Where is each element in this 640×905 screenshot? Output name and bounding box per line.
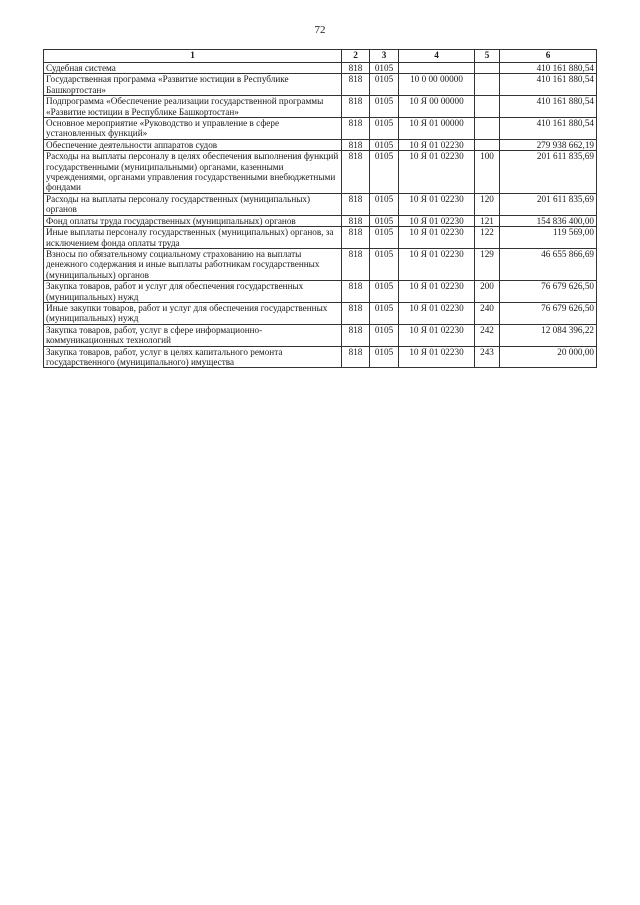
table-row xyxy=(44,96,597,118)
table-row xyxy=(44,63,597,74)
table-row xyxy=(44,151,597,194)
row-ved: 818 xyxy=(342,248,370,280)
row-vr: 122 xyxy=(475,227,500,249)
row-csr: 10 Я 01 02230 xyxy=(399,324,475,346)
table-row xyxy=(44,118,597,140)
column-header-3: 3 xyxy=(370,50,399,63)
row-csr: 10 Я 01 00000 xyxy=(399,118,475,140)
row-vr: 240 xyxy=(475,302,500,324)
row-vr: 121 xyxy=(475,215,500,226)
row-csr xyxy=(399,63,475,74)
row-vr xyxy=(475,63,500,74)
row-rz: 0105 xyxy=(370,193,399,215)
row-name: Основное мероприятие «Руководство и управление в сфере установленных функций» xyxy=(44,118,342,140)
budget-table xyxy=(43,49,597,368)
row-vr xyxy=(475,118,500,140)
row-amount: 76 679 626,50 xyxy=(500,281,597,303)
row-amount: 201 611 835,69 xyxy=(500,193,597,215)
table-row xyxy=(44,74,597,96)
row-amount: 20 000,00 xyxy=(500,346,597,368)
table-row xyxy=(44,193,597,215)
row-ved: 818 xyxy=(342,139,370,150)
row-amount: 119 569,00 xyxy=(500,227,597,249)
row-rz: 0105 xyxy=(370,74,399,96)
table-row xyxy=(44,227,597,249)
row-rz: 0105 xyxy=(370,248,399,280)
row-rz: 0105 xyxy=(370,139,399,150)
row-amount: 279 938 662,19 xyxy=(500,139,597,150)
row-name: Закупка товаров, работ и услуг для обеспечения государственных (муниципальных) нужд xyxy=(44,281,342,303)
row-ved: 818 xyxy=(342,118,370,140)
table-row xyxy=(44,324,597,346)
row-amount: 410 161 880,54 xyxy=(500,96,597,118)
row-name: Взносы по обязательному социальному страхованию на выплаты денежного содержания и иные выплаты работникам государственных (муниципальных) органов xyxy=(44,248,342,280)
row-name: Государственная программа «Развитие юстиции в Республике Башкортостан» xyxy=(44,74,342,96)
column-header-4: 4 xyxy=(399,50,475,63)
row-ved: 818 xyxy=(342,302,370,324)
column-header-1: 1 xyxy=(44,50,342,63)
row-vr xyxy=(475,139,500,150)
row-rz: 0105 xyxy=(370,96,399,118)
row-ved: 818 xyxy=(342,281,370,303)
row-amount: 154 836 400,00 xyxy=(500,215,597,226)
column-header-6: 6 xyxy=(500,50,597,63)
row-csr: 10 Я 01 02230 xyxy=(399,193,475,215)
table-row xyxy=(44,346,597,368)
row-vr: 243 xyxy=(475,346,500,368)
table-row xyxy=(44,215,597,226)
row-csr: 10 Я 01 02230 xyxy=(399,215,475,226)
row-ved: 818 xyxy=(342,193,370,215)
row-ved: 818 xyxy=(342,346,370,368)
row-name: Фонд оплаты труда государственных (муниципальных) органов xyxy=(44,215,342,226)
row-csr: 10 Я 01 02230 xyxy=(399,151,475,194)
row-ved: 818 xyxy=(342,96,370,118)
row-amount: 201 611 835,69 xyxy=(500,151,597,194)
row-amount: 410 161 880,54 xyxy=(500,74,597,96)
row-rz: 0105 xyxy=(370,346,399,368)
row-rz: 0105 xyxy=(370,151,399,194)
row-rz: 0105 xyxy=(370,324,399,346)
row-name: Расходы на выплаты персоналу государственных (муниципальных) органов xyxy=(44,193,342,215)
table-row xyxy=(44,139,597,150)
row-ved: 818 xyxy=(342,324,370,346)
row-vr xyxy=(475,96,500,118)
row-name: Закупка товаров, работ, услуг в сфере информационно-коммуникационных технологий xyxy=(44,324,342,346)
row-ved: 818 xyxy=(342,63,370,74)
row-vr: 200 xyxy=(475,281,500,303)
row-rz: 0105 xyxy=(370,281,399,303)
row-name: Закупка товаров, работ, услуг в целях капитального ремонта государственного (муниципального) имущества xyxy=(44,346,342,368)
table-header-row xyxy=(44,50,597,63)
row-csr: 10 Я 01 02230 xyxy=(399,346,475,368)
column-header-5: 5 xyxy=(475,50,500,63)
row-name: Судебная система xyxy=(44,63,342,74)
row-csr: 10 Я 01 02230 xyxy=(399,248,475,280)
table-row xyxy=(44,248,597,280)
table-row xyxy=(44,281,597,303)
row-name: Обеспечение деятельности аппаратов судов xyxy=(44,139,342,150)
row-name: Расходы на выплаты персоналу в целях обеспечения выполнения функций государственными (муниципальными) органами, казенными учреждениями, органами управления государственными внебюджетными фондами xyxy=(44,151,342,194)
row-csr: 10 Я 01 02230 xyxy=(399,139,475,150)
row-vr: 120 xyxy=(475,193,500,215)
column-header-2: 2 xyxy=(342,50,370,63)
row-rz: 0105 xyxy=(370,302,399,324)
row-vr: 242 xyxy=(475,324,500,346)
row-vr: 129 xyxy=(475,248,500,280)
row-amount: 410 161 880,54 xyxy=(500,63,597,74)
row-name: Иные закупки товаров, работ и услуг для обеспечения государственных (муниципальных) нужд xyxy=(44,302,342,324)
row-name: Подпрограмма «Обеспечение реализации государственной программы «Развитие юстиции в Республике Башкортостан» xyxy=(44,96,342,118)
row-amount: 12 084 396,22 xyxy=(500,324,597,346)
row-csr: 10 Я 00 00000 xyxy=(399,96,475,118)
row-ved: 818 xyxy=(342,227,370,249)
row-amount: 410 161 880,54 xyxy=(500,118,597,140)
row-vr: 100 xyxy=(475,151,500,194)
row-ved: 818 xyxy=(342,151,370,194)
row-rz: 0105 xyxy=(370,215,399,226)
row-ved: 818 xyxy=(342,74,370,96)
row-csr: 10 0 00 00000 xyxy=(399,74,475,96)
row-csr: 10 Я 01 02230 xyxy=(399,281,475,303)
table-row xyxy=(44,302,597,324)
row-name: Иные выплаты персоналу государственных (муниципальных) органов, за исключением фонда оплаты труда xyxy=(44,227,342,249)
row-rz: 0105 xyxy=(370,227,399,249)
row-ved: 818 xyxy=(342,215,370,226)
row-amount: 76 679 626,50 xyxy=(500,302,597,324)
row-rz: 0105 xyxy=(370,63,399,74)
row-vr xyxy=(475,74,500,96)
row-csr: 10 Я 01 02230 xyxy=(399,302,475,324)
page-number: 72 xyxy=(314,24,326,36)
row-amount: 46 655 866,69 xyxy=(500,248,597,280)
row-csr: 10 Я 01 02230 xyxy=(399,227,475,249)
row-rz: 0105 xyxy=(370,118,399,140)
